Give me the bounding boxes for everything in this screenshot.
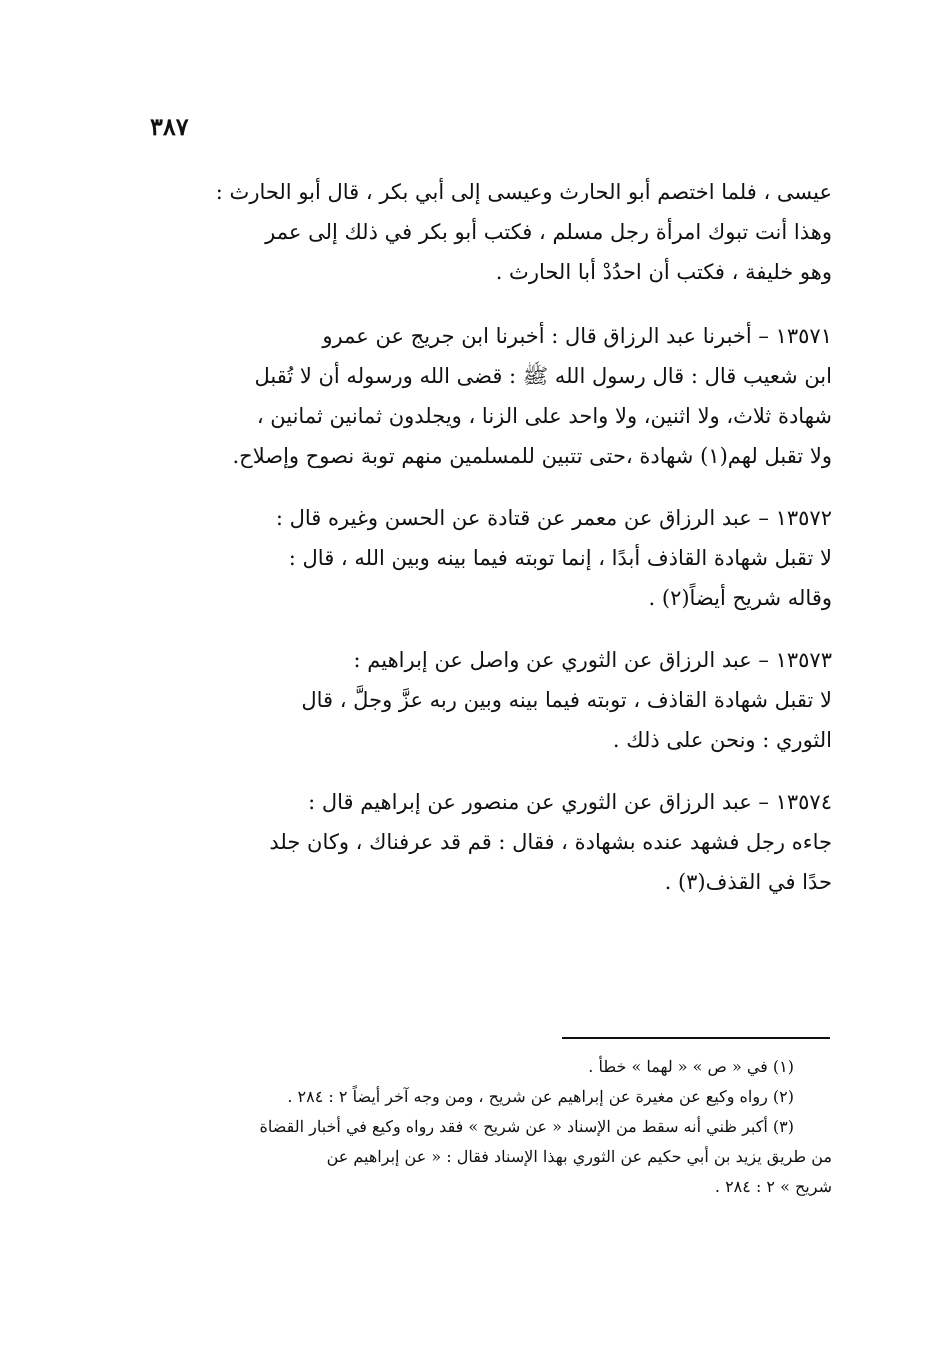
text-line: وهو خليفة ، فكتب أن احدُدْ أبا الحارث . — [495, 260, 832, 284]
page-number: ٣٨٧ — [150, 112, 189, 141]
footnote-3-continued: شريح » ٢ : ٢٨٤ . — [714, 1177, 832, 1196]
text-line: وهذا أنت تبوك امرأة رجل مسلم ، فكتب أبو بكر في ذلك إلى عمر — [265, 220, 832, 244]
text-line: ١٣٥٧٢ – عبد الرزاق عن معمر عن قتادة عن الحسن وغيره قال : — [275, 506, 832, 530]
footnote-1: (١) في « ص » « لهما » خطأ . — [588, 1057, 794, 1076]
paragraph-13571 — [150, 316, 832, 476]
footnote-3-continued: من طريق يزيد بن أبي حكيم عن الثوري بهذا الإسناد فقال : « عن إبراهيم عن — [326, 1147, 832, 1166]
footnote-3: (٣) أكبر ظني أنه سقط من الإسناد « عن شريح » فقد رواه وكيع في أخبار القضاة — [259, 1117, 794, 1136]
text-line: شهادة ثلاث، ولا اثنين، ولا واحد على الزنا ، ويجلدون ثمانين ثمانين ، — [256, 404, 832, 428]
text-line: حدًا في القذف(٣) . — [664, 870, 832, 894]
text-line: ١٣٥٧٤ – عبد الرزاق عن الثوري عن منصور عن إبراهيم قال : — [308, 790, 832, 814]
paragraph-13574 — [150, 782, 832, 902]
text-line: ١٣٥٧١ – أخبرنا عبد الرزاق قال : أخبرنا ابن جريج عن عمرو — [322, 324, 832, 348]
paragraph-13573 — [150, 640, 832, 760]
main-text — [150, 172, 832, 930]
text-line: الثوري : ونحن على ذلك . — [612, 728, 832, 752]
text-line: ولا تقبل لهم(١) شهادة ،حتى تتبين للمسلمين منهم توبة نصوح وإصلاح. — [232, 444, 832, 468]
text-line: لا تقبل شهادة القاذف أبدًا ، إنما توبته فيما بينه وبين الله ، قال : — [288, 546, 832, 570]
paragraph-1 — [150, 172, 832, 292]
text-line: ١٣٥٧٣ – عبد الرزاق عن الثوري عن واصل عن إبراهيم : — [353, 648, 832, 672]
footnotes — [150, 1052, 832, 1202]
paragraph-13572 — [150, 498, 832, 618]
footnote-divider — [562, 1037, 830, 1039]
text-line: لا تقبل شهادة القاذف ، توبته فيما بينه وبين ربه عزَّ وجلَّ ، قال — [301, 688, 832, 712]
text-line: عيسى ، فلما اختصم أبو الحارث وعيسى إلى أبي بكر ، قال أبو الحارث : — [215, 180, 832, 204]
text-line: وقاله شريح أيضاً(٢) . — [648, 586, 832, 610]
text-line: جاءه رجل فشهد عنده بشهادة ، فقال : قم قد عرفناك ، وكان جلد — [269, 830, 832, 854]
text-line: ابن شعيب قال : قال رسول الله ﷺ : قضى الله ورسوله أن لا تُقبل — [254, 364, 832, 388]
footnote-2: (٢) رواه وكيع عن مغيرة عن إبراهيم عن شريح ، ومن وجه آخر أيضاً ٢ : ٢٨٤ . — [287, 1087, 794, 1106]
